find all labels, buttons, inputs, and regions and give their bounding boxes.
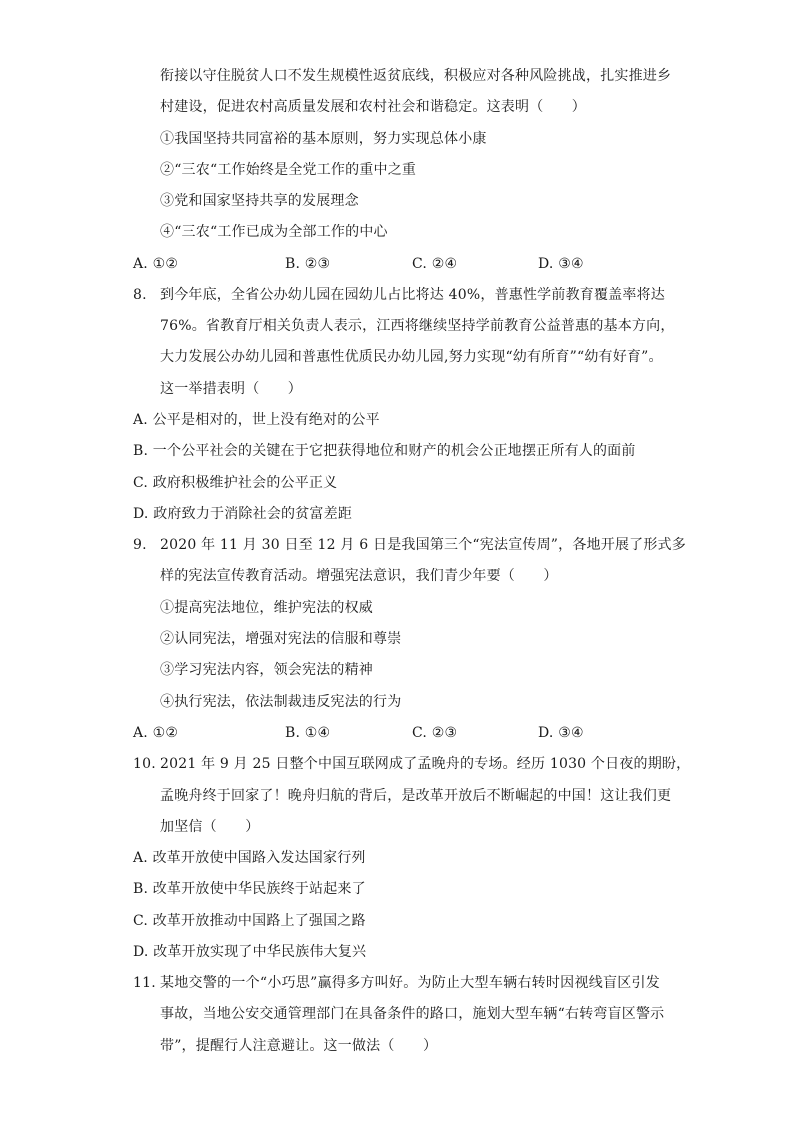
q7-option-d[interactable]: D. ③④: [538, 256, 584, 272]
q10-stem-line-1: 2021 年 9 月 25 日整个中国互联网成了孟晚舟的专场。经历 1030 个日夜的期盼，: [160, 756, 691, 772]
q8-option-c[interactable]: C. 政府积极维护社会的公平正义: [133, 475, 338, 491]
q7-stem-line-1: 衔接以守住脱贫人口不发生规模性返贫底线，积极应对各种风险挑战，扎实推进乡: [160, 68, 672, 84]
q8-number: 8.: [133, 287, 147, 303]
q11-number: 11.: [133, 975, 156, 991]
q9-item-1: ①提高宪法地位，维护宪法的权威: [160, 600, 373, 616]
q7-option-a[interactable]: A. ①②: [133, 256, 179, 272]
q11-stem-line-3: 带”，提醒行人注意避让。这一做法（ ）: [160, 1038, 438, 1054]
q9-item-3: ③学习宪法内容，领会宪法的精神: [160, 662, 373, 678]
q9-item-4: ④执行宪法，依法制裁违反宪法的行为: [160, 694, 402, 710]
q8-option-d[interactable]: D. 政府致力于消除社会的贫富差距: [133, 506, 353, 522]
q10-number: 10.: [133, 756, 156, 772]
q9-stem-line-1: 2020 年 11 月 30 日至 12 月 6 日是我国第三个“宪法宣传周”，各地开展了形式多: [160, 537, 686, 553]
q7-option-c[interactable]: C. ②④: [412, 256, 458, 272]
q10-stem-line-2: 孟晚舟终于回家了！晚舟归航的背后，是改革开放后不断崛起的中国！这让我们更: [160, 788, 672, 804]
q7-option-b[interactable]: B. ②③: [285, 256, 331, 272]
q7-item-1: ①我国坚持共同富裕的基本原则，努力实现总体小康: [160, 131, 487, 147]
q7-item-4: ④“三农“工作已成为全部工作的中心: [160, 224, 388, 240]
q8-option-a[interactable]: A. 公平是相对的，世上没有绝对的公平: [133, 412, 380, 428]
q10-stem-line-3: 加坚信（ ）: [160, 819, 260, 835]
q10-option-a[interactable]: A. 改革开放使中国路入发达国家行列: [133, 850, 366, 866]
q10-option-d[interactable]: D. 改革开放实现了中华民族伟大复兴: [133, 944, 367, 960]
q11-stem-line-2: 事故，当地公安交通管理部门在具备条件的路口，施划大型车辆“右转弯盲区警示: [160, 1006, 665, 1022]
q8-stem-line-2: 76%。省教育厅相关负责人表示，江西将继续坚持学前教育公益普惠的基本方向，: [160, 318, 675, 334]
q9-item-2: ②认同宪法，增强对宪法的信服和尊崇: [160, 631, 402, 647]
q9-option-b[interactable]: B. ①④: [285, 725, 331, 741]
q7-item-3: ③党和国家坚持共享的发展理念: [160, 193, 359, 209]
q8-stem-line-3: 大力发展公办幼儿园和普惠性优质民办幼儿园,努力实现“幼有所育”“幼有好育”。: [160, 349, 663, 365]
q7-stem-line-2: 村建设，促进农村高质量发展和农村社会和谐稳定。这表明（ ）: [160, 99, 586, 115]
q11-stem-line-1: 某地交警的一个“小巧思”赢得多方叫好。为防止大型车辆右转时因视线盲区引发: [160, 975, 660, 991]
q7-item-2: ②“三农“工作始终是全党工作的重中之重: [160, 162, 417, 178]
q9-stem-line-2: 样的宪法宣传教育活动。增强宪法意识，我们青少年要（ ）: [160, 568, 558, 584]
q9-number: 9.: [133, 537, 147, 553]
q9-option-d[interactable]: D. ③④: [538, 725, 584, 741]
q9-option-c[interactable]: C. ②③: [412, 725, 458, 741]
q8-stem-line-4: 这一举措表明（ ）: [160, 381, 302, 397]
q9-option-a[interactable]: A. ①②: [133, 725, 179, 741]
q8-option-b[interactable]: B. 一个公平社会的关键在于它把获得地位和财产的机会公正地摆正所有人的面前: [133, 443, 636, 459]
q8-stem-line-1: 到今年底，全省公办幼儿园在园幼儿占比将达 40%，普惠性学前教育覆盖率将达: [160, 287, 665, 303]
q10-option-c[interactable]: C. 改革开放推动中国路上了强国之路: [133, 913, 366, 929]
q10-option-b[interactable]: B. 改革开放使中华民族终于站起来了: [133, 881, 366, 897]
